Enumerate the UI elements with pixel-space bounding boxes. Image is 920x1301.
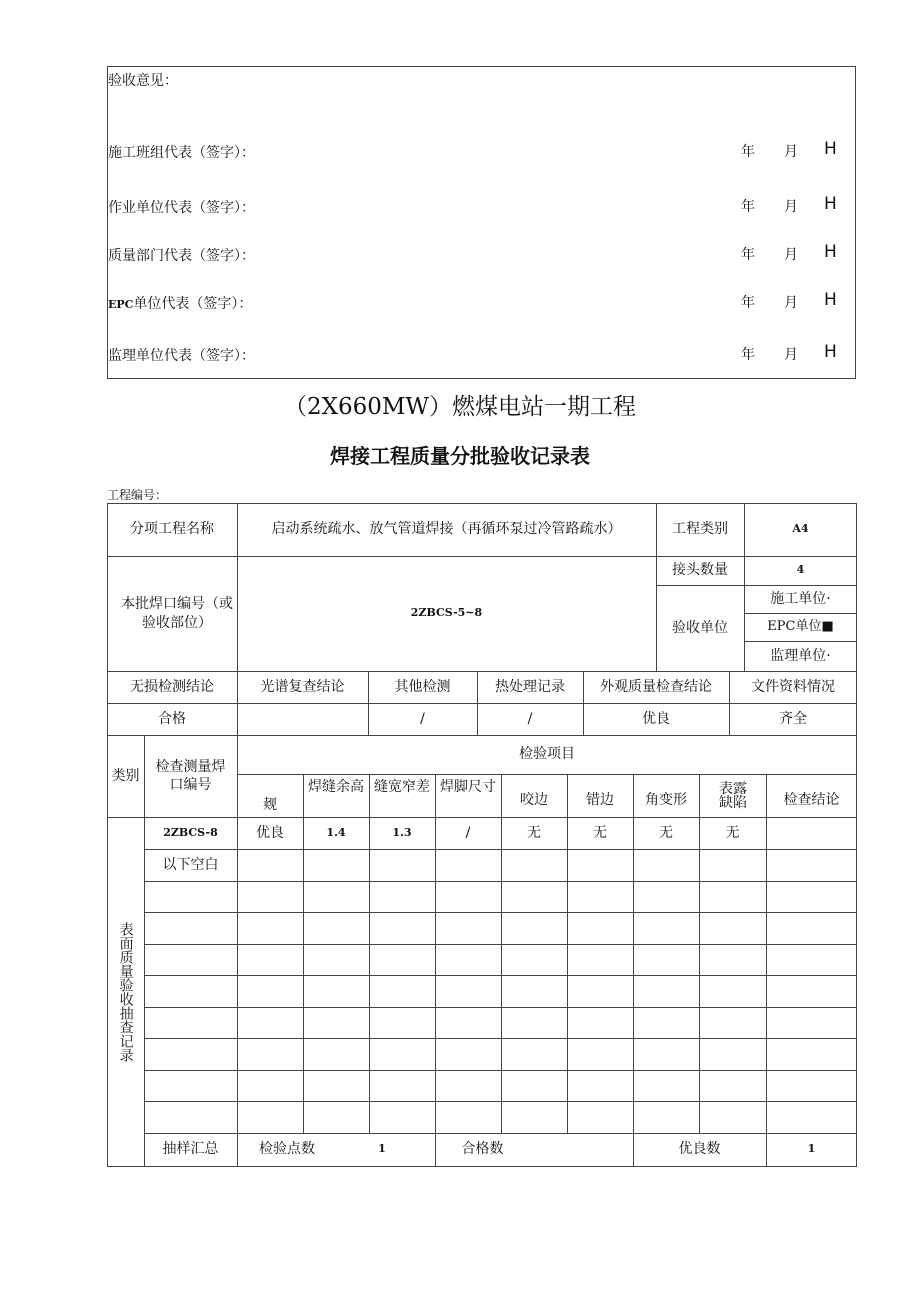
sign-month: 月	[784, 247, 798, 263]
good-value: 1	[807, 1142, 816, 1156]
pass-value	[530, 1133, 633, 1166]
row1-c3: 1.3	[392, 825, 412, 839]
signature-box	[107, 66, 856, 379]
row1-c9	[766, 817, 857, 849]
sign-day: H	[824, 194, 837, 214]
sub-name-value: 启动系统疏水、放气管道焊接（再循环泵过冷管路疏水）	[271, 521, 622, 538]
sign-year: 年	[741, 295, 755, 311]
item-header-undercut: 咬边	[520, 792, 548, 809]
sign-year: 年	[741, 199, 755, 215]
sign-year: 年	[741, 347, 755, 363]
item-header-surface-defect: 表露缺陷	[719, 780, 747, 811]
project-title: （2X660MW）燃煤电站一期工程	[283, 394, 637, 420]
pass-label: 合格数	[461, 1141, 504, 1158]
item-header-angular: 角变形	[645, 792, 687, 809]
good-label: 优良数	[678, 1141, 721, 1158]
row1-c2: 1.4	[326, 825, 346, 839]
check-header-ndt: 无损检测结论	[130, 678, 214, 695]
joint-count-label: 接头数量	[672, 562, 728, 579]
points-value: 1	[378, 1142, 386, 1156]
item-header-misalign: 错边	[586, 792, 614, 809]
project-no-label: 工程编号：	[107, 488, 168, 502]
sign-month: 月	[784, 144, 798, 160]
check-value-ndt: 合格	[158, 710, 186, 727]
check-header-other: 其他检测	[394, 678, 451, 695]
check-value-spectrum	[237, 703, 368, 735]
check-header-docs: 文件资料情况	[751, 678, 835, 695]
item-header-conclusion: 检查结论	[783, 792, 840, 809]
check-value-appearance: 优良	[642, 710, 670, 727]
row1-weld-no: 2ZBCS-8	[163, 825, 218, 839]
batch-label: 本批焊口编号（或验收部位）	[121, 596, 233, 631]
side-label: 表面质量验收抽查记录	[117, 922, 134, 1062]
sign-day: H	[824, 342, 837, 362]
category-value: A4	[792, 522, 809, 536]
sign-day: H	[824, 290, 837, 310]
sign-month: 月	[784, 199, 798, 215]
summary-label: 抽样汇总	[162, 1141, 219, 1158]
opinion-label: 验收意见：	[108, 73, 178, 89]
weld-no-label: 检查测量焊口编号	[155, 758, 226, 793]
item-header-reinforcement: 焊缝余高	[308, 778, 364, 795]
items-label: 检验项目	[519, 746, 575, 763]
type-label: 类别	[111, 767, 140, 784]
sign-label-supervisor: 监理单位代表（签字）：	[108, 348, 255, 364]
item-header-width-diff: 缝宽窄差	[374, 778, 430, 795]
row2-blank-label: 以下空白	[162, 856, 219, 873]
row1-c6: 无	[593, 824, 607, 841]
acceptance-table	[107, 503, 857, 1167]
row1-c1: 优良	[256, 824, 284, 841]
joint-count-value: 4	[796, 563, 805, 577]
unit-supervisor: 监理单位·	[770, 647, 831, 664]
row1-c8: 无	[725, 824, 740, 841]
sign-day: H	[824, 139, 837, 159]
sign-label-epc	[108, 293, 252, 313]
unit-epc: EPC单位■	[767, 618, 834, 634]
check-header-appearance: 外观质量检查结论	[600, 678, 712, 695]
sign-year: 年	[741, 144, 755, 160]
check-value-docs: 齐全	[779, 710, 807, 727]
form-title: 焊接工程质量分批验收记录表	[330, 444, 590, 468]
accept-unit-label: 验收单位	[672, 619, 728, 636]
row1-c7: 无	[659, 824, 673, 841]
batch-value: 2ZBCS-5~8	[410, 606, 483, 620]
sign-year: 年	[741, 247, 755, 263]
check-value-heat: /	[527, 710, 533, 727]
sign-day: H	[824, 242, 837, 262]
sign-month: 月	[784, 295, 798, 311]
sign-label-quality: 质量部门代表（签字）：	[108, 248, 255, 264]
row1-c5: 无	[527, 824, 541, 841]
unit-construction: 施工单位·	[770, 590, 831, 607]
epc-prefix: EPC	[108, 298, 134, 311]
sign-label-contractor: 作业单位代表（签字）：	[108, 200, 255, 216]
epc-label-text: 单位代表（签字）：	[133, 296, 253, 312]
check-header-heat: 热处理记录	[495, 678, 565, 695]
sub-name-label: 分项工程名称	[130, 521, 214, 538]
check-header-spectrum: 光谱复查结论	[260, 678, 345, 695]
points-label: 检验点数	[259, 1141, 315, 1158]
check-value-other: /	[420, 710, 425, 727]
side-label-cell	[107, 817, 144, 1167]
category-label: 工程类别	[672, 521, 728, 538]
item-header-leg-size: 焊脚尺寸	[440, 778, 496, 795]
sign-label-team: 施工班组代表（签字）：	[108, 145, 255, 161]
sign-month: 月	[784, 347, 798, 363]
item-header-0: 觌	[263, 796, 277, 813]
row1-c4: /	[465, 824, 471, 841]
